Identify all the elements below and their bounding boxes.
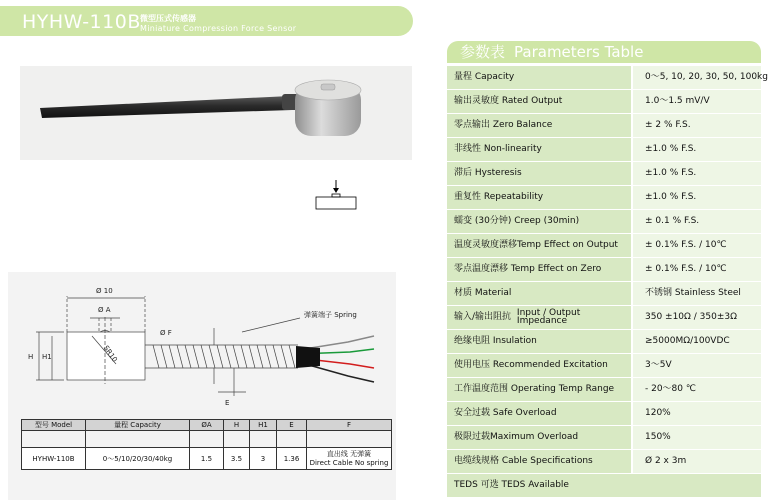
param-value: 3～5V <box>633 354 761 377</box>
product-photo <box>20 66 412 160</box>
cell-h: 3.5 <box>224 448 250 470</box>
param-key-en-line1: Input / Output <box>516 307 581 318</box>
title-en: Miniature Compression Force Sensor <box>140 24 297 33</box>
params-title-en: Parameters Table <box>514 43 644 61</box>
cell-f <box>307 448 392 470</box>
param-value: ± 0.1% F.S. / 10℃ <box>633 258 761 281</box>
param-key: 零点温度漂移 Temp Effect on Zero <box>447 258 631 281</box>
param-row <box>447 138 761 162</box>
param-key: 量程 Capacity <box>447 66 631 89</box>
dim-e-label: E <box>225 399 230 407</box>
dim-da-label: Ø A <box>98 306 111 314</box>
col-f: F <box>307 420 392 431</box>
param-key: 工作温度范围 Operating Temp Range <box>447 378 631 401</box>
param-row <box>447 378 761 402</box>
param-key: 温度灵敏度漂移Temp Effect on Output <box>447 234 631 257</box>
param-row <box>447 330 761 354</box>
col-h: H <box>224 420 250 431</box>
param-key: 电缆线规格 Cable Specifications <box>447 450 631 473</box>
param-row <box>447 450 761 474</box>
param-key: 蠕变 (30分钟) Creep (30min) <box>447 210 631 233</box>
cell-a: 1.5 <box>190 448 224 470</box>
param-value: ±1.0 % F.S. <box>633 162 761 185</box>
load-direction-icon <box>313 178 363 210</box>
col-e: E <box>277 420 307 431</box>
col-capacity: 量程 Capacity <box>86 420 190 431</box>
param-value: ≥5000MΩ/100VDC <box>633 330 761 353</box>
cell-e: 1.36 <box>277 448 307 470</box>
param-key <box>447 306 631 329</box>
param-row <box>447 90 761 114</box>
param-key: 绝缘电阻 Insulation <box>447 330 631 353</box>
title-cn: 微型压式传感器 <box>140 14 196 23</box>
param-key: 重复性 Repeatability <box>447 186 631 209</box>
param-key: 极限过载Maximum Overload <box>447 426 631 449</box>
param-value: ± 2 % F.S. <box>633 114 761 137</box>
param-value: Ø 2 x 3m <box>633 450 761 473</box>
param-key: 使用电压 Recommended Excitation <box>447 354 631 377</box>
spec-table-spacer <box>22 431 392 448</box>
param-value: 350 ±10Ω / 350±3Ω <box>633 306 761 329</box>
param-value: ± 0.1 % F.S. <box>633 210 761 233</box>
param-value: ± 0.1% F.S. / 10℃ <box>633 234 761 257</box>
param-key: 零点输出 Zero Balance <box>447 114 631 137</box>
param-key: 安全过载 Safe Overload <box>447 402 631 425</box>
param-key: 滞后 Hysteresis <box>447 162 631 185</box>
cell-capacity: 0～5/10/20/30/40kg <box>86 448 190 470</box>
param-row <box>447 354 761 378</box>
param-row <box>447 282 761 306</box>
param-value: - 20～80 ℃ <box>633 378 761 401</box>
param-value: 0～5, 10, 20, 30, 50, 100kg <box>633 66 761 89</box>
param-value: 150% <box>633 426 761 449</box>
param-key-cn: 输入/输出阻抗 <box>454 312 512 322</box>
model-title: HYHW-110B <box>22 11 141 33</box>
col-h1: H1 <box>250 420 277 431</box>
param-row <box>447 186 761 210</box>
cell-f-line1: 直出线 无弹簧 <box>326 450 372 459</box>
param-row <box>447 306 761 330</box>
spec-table-header <box>22 420 392 431</box>
param-row <box>447 402 761 426</box>
cell-f-line2: Direct Cable No spring <box>309 458 389 467</box>
params-title-cn: 参数表 <box>460 43 506 61</box>
spring-label: 弹簧端子 Spring <box>304 311 357 319</box>
dim-h-label: H <box>28 353 34 361</box>
param-key: 非线性 Non-linearity <box>447 138 631 161</box>
param-value: 1.0～1.5 mV/V <box>633 90 761 113</box>
dim-h1-label: H1 <box>42 353 52 361</box>
param-row <box>447 258 761 282</box>
param-value: 不锈钢 Stainless Steel <box>633 282 761 305</box>
param-row <box>447 162 761 186</box>
param-row <box>447 114 761 138</box>
params-list <box>447 66 768 498</box>
param-key-en-line2: Impedance <box>516 315 568 326</box>
dim-d10-label: Ø 10 <box>96 287 113 295</box>
param-key: 材质 Material <box>447 282 631 305</box>
cell-model: HYHW-110B <box>22 448 86 470</box>
param-row <box>447 234 761 258</box>
param-row <box>447 66 768 90</box>
param-row <box>447 474 761 498</box>
params-title <box>447 41 761 63</box>
param-value: 120% <box>633 402 761 425</box>
cell-h1: 3 <box>250 448 277 470</box>
param-key: TEDS 可选 TEDS Available <box>447 474 761 497</box>
title-banner <box>0 6 413 36</box>
dim-df-label: Ø F <box>160 329 172 337</box>
param-value: ±1.0 % F.S. <box>633 186 761 209</box>
col-a: ØA <box>190 420 224 431</box>
spec-table <box>21 419 392 470</box>
table-row <box>22 448 392 470</box>
col-model: 型号 Model <box>22 420 86 431</box>
param-value: ±1.0 % F.S. <box>633 138 761 161</box>
param-row <box>447 426 761 450</box>
dim-sr-label: SR10 <box>101 344 119 364</box>
param-key: 输出灵敏度 Rated Output <box>447 90 631 113</box>
param-row <box>447 210 761 234</box>
